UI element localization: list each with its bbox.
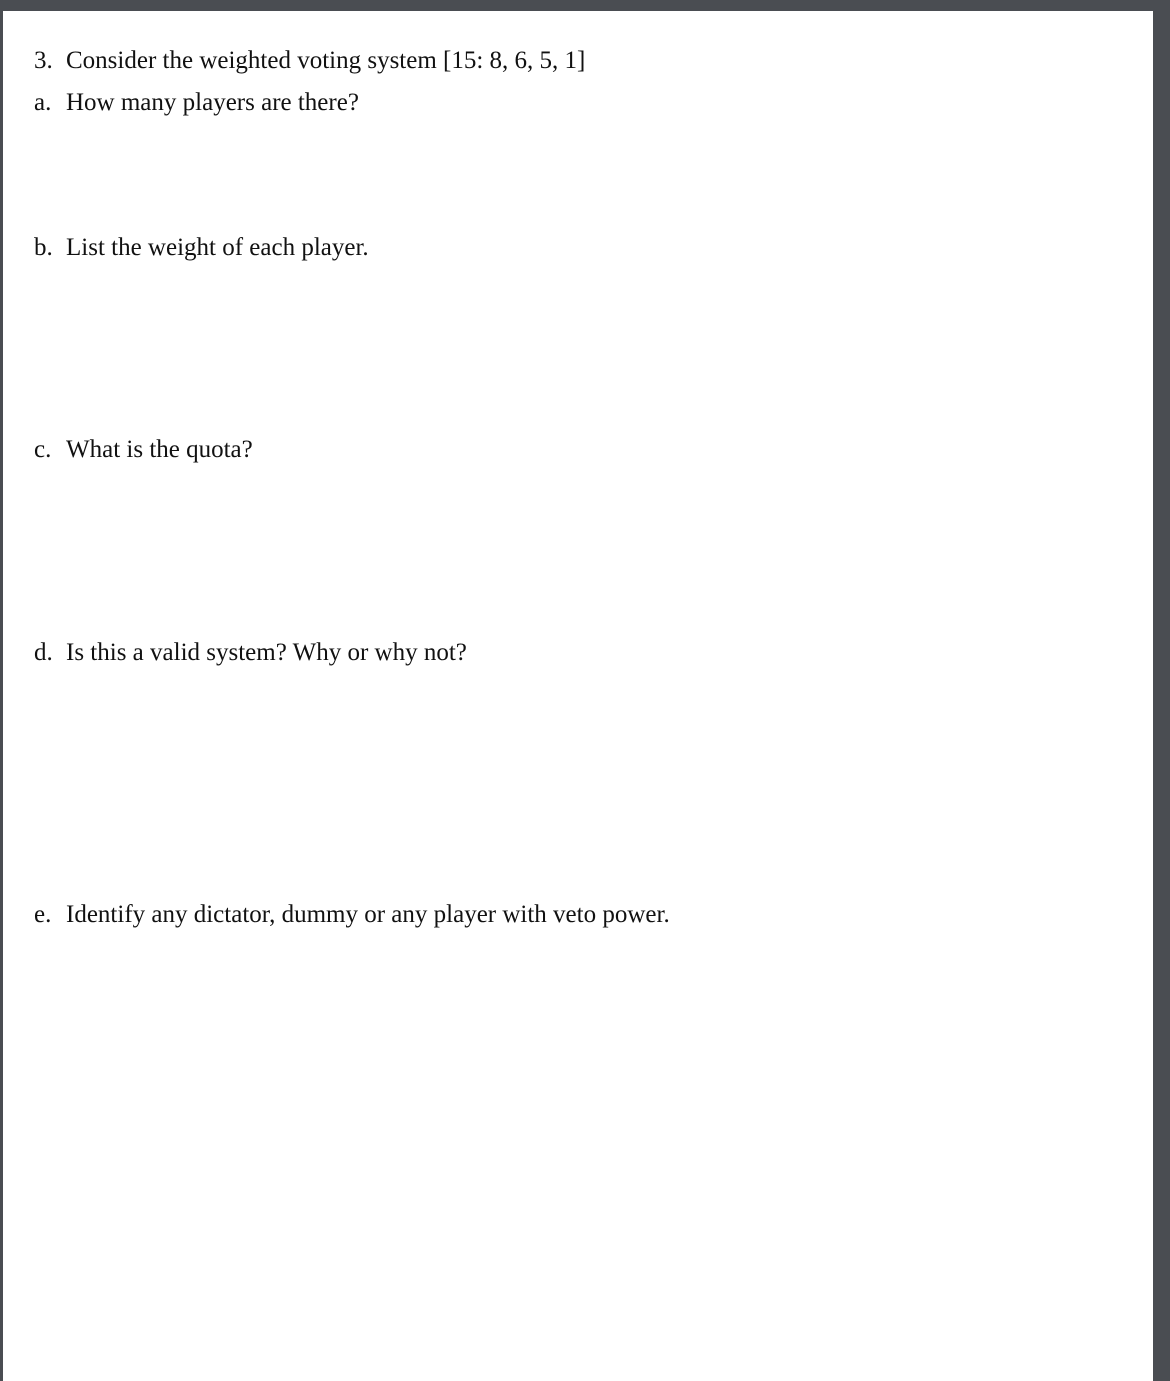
- part-d: [34, 638, 467, 668]
- part-text: Is this a valid system? Why or why not?: [66, 639, 467, 666]
- part-c: [34, 435, 253, 465]
- document-page[interactable]: [3, 11, 1153, 1381]
- viewer-right-gutter: [1153, 11, 1170, 1381]
- question-text: Consider the weighted voting system [15: 8, 6, 5, 1]: [66, 47, 586, 74]
- part-text: What is the quota?: [66, 436, 253, 463]
- part-text: Identify any dictator, dummy or any player with veto power.: [66, 901, 670, 928]
- question-3: [34, 46, 585, 76]
- part-label: a.: [34, 89, 52, 116]
- question-number: 3.: [34, 47, 53, 74]
- part-label: d.: [34, 639, 53, 666]
- viewer-top-bar: [0, 0, 1170, 11]
- part-e: [34, 900, 670, 930]
- part-label: b.: [34, 234, 53, 261]
- part-label: e.: [34, 901, 52, 928]
- part-label: c.: [34, 436, 52, 463]
- part-text: List the weight of each player.: [66, 234, 369, 261]
- part-text: How many players are there?: [66, 89, 359, 116]
- part-a: [34, 88, 359, 118]
- part-b: [34, 233, 369, 263]
